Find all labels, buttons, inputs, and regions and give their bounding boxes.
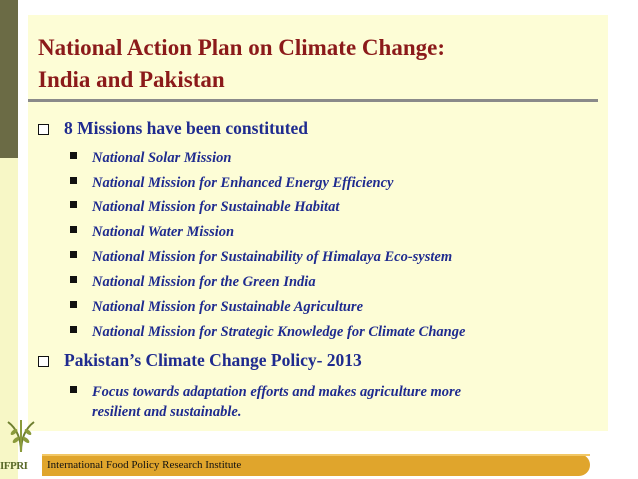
square-bullet-icon — [70, 326, 77, 333]
checkbox-bullet-icon — [38, 356, 49, 367]
footer-institute-name: International Food Policy Research Institute — [47, 459, 242, 471]
square-bullet-icon — [70, 177, 77, 184]
square-bullet-icon — [70, 201, 77, 208]
ifpri-logo-text: IFPRI — [0, 460, 28, 472]
list-item-text: National Mission for the Green India — [92, 274, 316, 290]
square-bullet-icon — [70, 226, 77, 233]
list-item-text: Focus towards adaptation efforts and makes agriculture more — [92, 384, 462, 400]
left-sidebar-dark-band — [0, 0, 18, 158]
bullet-missions-text: 8 Missions have been constituted — [64, 118, 309, 138]
list-item-text: National Water Mission — [92, 224, 235, 240]
list-item-text: National Mission for Sustainability of Himalaya Eco-system — [92, 249, 453, 265]
square-bullet-icon — [70, 276, 77, 283]
list-item-text: National Mission for Strategic Knowledge for Climate Change — [92, 324, 466, 340]
list-item-text: resilient and sustainable. — [92, 404, 242, 420]
slide-title-line-1: National Action Plan on Climate Change: — [38, 35, 445, 60]
list-item-text: National Mission for Sustainable Agriculture — [92, 299, 364, 315]
slide-title — [38, 32, 598, 96]
ifpri-logo — [0, 418, 42, 474]
square-bullet-icon — [70, 251, 77, 258]
slide-title-line-2: India and Pakistan — [38, 67, 225, 92]
square-bullet-icon — [70, 301, 77, 308]
square-bullet-icon — [70, 386, 77, 393]
square-bullet-icon — [70, 152, 77, 159]
list-item-text: National Mission for Enhanced Energy Efficiency — [92, 175, 394, 191]
wheat-leaf-icon — [2, 418, 40, 454]
title-divider — [28, 99, 598, 102]
bullet-pakistan-policy-text: Pakistan’s Climate Change Policy- 2013 — [64, 350, 362, 370]
list-item-text: National Mission for Sustainable Habitat — [92, 199, 340, 215]
list-item-text: National Solar Mission — [92, 150, 232, 166]
checkbox-bullet-icon — [38, 124, 49, 135]
